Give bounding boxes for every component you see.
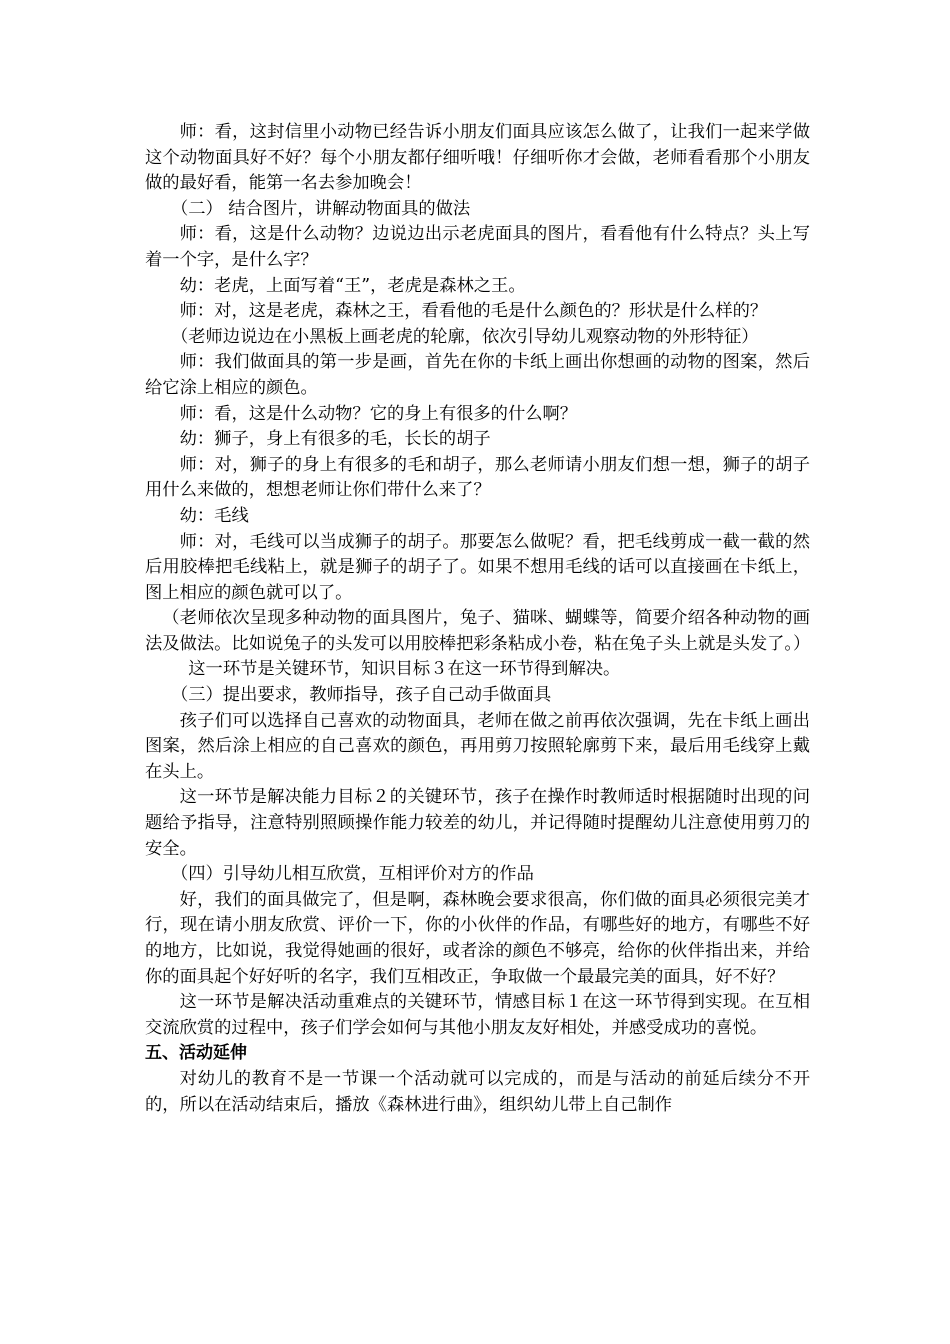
paragraph: 师：看，这封信里小动物已经告诉小朋友们面具应该怎么做了，让我们一起来学做这个动物面具好不好？每个小朋友都仔细听哦！仔细听你才会做，老师看看那个小朋友做的最好看，能第一名去参加晚会！ xyxy=(145,122,810,194)
paragraph: 师：对，狮子的身上有很多的毛和胡子，那么老师请小朋友们想一想，狮子的胡子用什么来做的，想想老师让你们带什么来了？ xyxy=(145,454,810,501)
paragraph: 幼：老虎，上面写着“王”，老虎是森林之王。 xyxy=(179,275,526,296)
paragraph: 师：对，毛线可以当成狮子的胡子。那要怎么做呢？看，把毛线剪成一截一截的然后用胶棒把毛线粘上，就是狮子的胡子了。如果不想用毛线的话可以直接画在卡纸上，图上相应的颜色就可以了。 xyxy=(145,531,810,603)
paragraph: （四）引导幼儿相互欣赏，互相评价对方的作品 xyxy=(170,864,534,885)
paragraph: 孩子们可以选择自己喜欢的动物面具，老师在做之前再依次强调，先在卡纸上画出图案，然后涂上相应的自己喜欢的颜色，再用剪刀按照轮廓剪下来，最后用毛线穿上戴在头上。 xyxy=(145,710,810,782)
document-body xyxy=(145,120,810,1118)
paragraph: （老师边说边在小黑板上画老虎的轮廓，依次引导幼儿观察动物的外形特征） xyxy=(170,326,759,347)
paragraph: 这一环节是关键环节，知识目标３在这一环节得到解决。 xyxy=(188,659,621,680)
paragraph: 师：看，这是什么动物？它的身上有很多的什么啊？ xyxy=(179,403,578,424)
paragraph: 幼：毛线 xyxy=(179,505,249,526)
paragraph: 师：对，这是老虎，森林之王，看看他的毛是什么颜色的？形状是什么样的？ xyxy=(179,301,768,322)
paragraph: （老师依次呈现多种动物的面具图片，兔子、猫咪、蝴蝶等，简要介绍各种动物的画法及做法。比如说兔子的头发可以用胶棒把彩条粘成小卷，粘在兔子头上就是头发了。） xyxy=(145,608,811,654)
paragraph: （二） 结合图片，讲解动物面具的做法 xyxy=(170,198,471,219)
section-heading: 五、活动延伸 xyxy=(145,1043,247,1064)
paragraph: 师：看，这是什么动物？边说边出示老虎面具的图片，看看他有什么特点？头上写着一个字，是什么字？ xyxy=(145,224,810,270)
paragraph: 这一环节是解决活动重难点的关键环节，情感目标１在这一环节得到实现。在互相交流欣赏的过程中，孩子们学会如何与其他小朋友友好相处，并感受成功的喜悦。 xyxy=(145,992,810,1038)
paragraph: 这一环节是解决能力目标２的关键环节，孩子在操作时教师适时根据随时出现的问题给予指导，注意特别照顾操作能力较差的幼儿，并记得随时提醒幼儿注意使用剪刀的安全。 xyxy=(145,787,810,859)
paragraph: 好，我们的面具做完了，但是啊，森林晚会要求很高，你们做的面具必须很完美才行，现在请小朋友欣赏、评价一下，你的小伙伴的作品，有哪些好的地方，有哪些不好的地方，比如说，我觉得她画的很好，或者涂的颜色不够亮，给你的伙伴指出来，并给你的面具起个好好听的名字，我们互相改正，争取做一个最最完美的面具，好不好？ xyxy=(145,889,810,987)
paragraph: 师：我们做面具的第一步是画，首先在你的卡纸上画出你想画的动物的图案，然后给它涂上相应的颜色。 xyxy=(145,352,810,398)
paragraph: 对幼儿的教育不是一节课一个活动就可以完成的，而是与活动的前延后续分不开的，所以在活动结束后，播放《森林进行曲》，组织幼儿带上自己制作 xyxy=(145,1068,810,1115)
paragraph: 幼：狮子，身上有很多的毛，长长的胡子 xyxy=(179,429,491,450)
paragraph: （三）提出要求，教师指导，孩子自己动手做面具 xyxy=(170,685,552,706)
